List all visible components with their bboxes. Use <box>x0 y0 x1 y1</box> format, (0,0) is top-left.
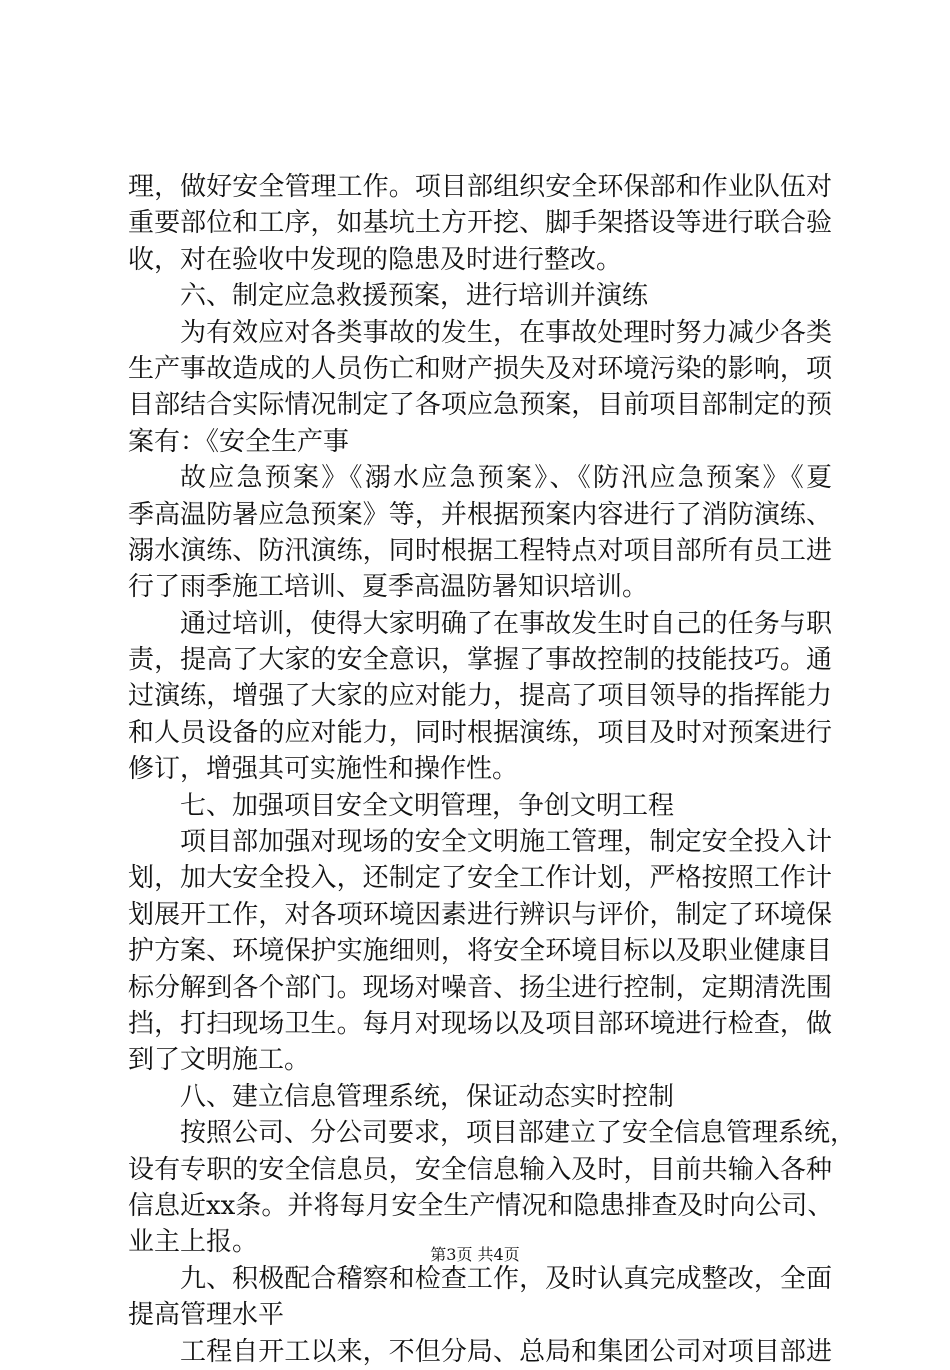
text-line: 挡，打扫现场卫生。每月对现场以及项目部环境进行检查，做 <box>128 1008 832 1039</box>
text-line: 划，加大安全投入，还制定了安全工作计划，严格按照工作计 <box>128 863 832 894</box>
text-line: 行了雨季施工培训、夏季高温防暑知识培训。 <box>128 572 649 603</box>
text-line: 溺水演练、防汛演练，同时根据工程特点对项目部所有员工进 <box>128 535 832 566</box>
section-heading: 九、积极配合稽察和检查工作，及时认真完成整改，全面 <box>180 1263 832 1294</box>
text-line: 项目部加强对现场的安全文明施工管理，制定安全投入计 <box>180 827 832 858</box>
text-line: 通过培训，使得大家明确了在事故发生时自己的任务与职 <box>180 608 832 639</box>
page-number-footer: 第3页 共4页 <box>430 1245 520 1264</box>
section-heading: 七、加强项目安全文明管理，争创文明工程 <box>180 790 675 821</box>
body-text <box>128 169 857 1370</box>
text-line: 故应急预案》《溺水应急预案》、《防汛应急预案》《夏 <box>180 463 832 494</box>
section-heading-continuation: 提高管理水平 <box>128 1300 285 1331</box>
text-line: 过演练，增强了大家的应对能力，提高了项目领导的指挥能力 <box>128 681 832 712</box>
text-line: 护方案、环境保护实施细则，将安全环境目标以及职业健康目 <box>128 936 832 967</box>
text-line: 标分解到各个部门。现场对噪音、扬尘进行控制，定期清洗围 <box>128 972 832 1003</box>
text-line: 业主上报。 <box>128 1227 259 1258</box>
text-line: 案有：《安全生产事 <box>128 426 350 457</box>
text-line: 修订，增强其可实施性和操作性。 <box>128 754 519 785</box>
text-line: 到了文明施工。 <box>128 1045 311 1076</box>
text-line: 划展开工作，对各项环境因素进行辨识与评价，制定了环境保 <box>128 899 832 930</box>
text-line: 和人员设备的应对能力，同时根据演练，项目及时对预案进行 <box>128 717 832 748</box>
text-line: 目部结合实际情况制定了各项应急预案，目前项目部制定的预 <box>128 390 832 421</box>
text-line: 季高温防暑应急预案》等，并根据预案内容进行了消防演练、 <box>128 499 832 530</box>
text-line: 为有效应对各类事故的发生，在事故处理时努力减少各类 <box>180 317 832 348</box>
text-line: 工程自开工以来，不但分局、总局和集团公司对项目部进 <box>180 1336 832 1367</box>
text-line: 责，提高了大家的安全意识，掌握了事故控制的技能技巧。通 <box>128 645 832 676</box>
text-line: 按照公司、分公司要求，项目部建立了安全信息管理系统， <box>180 1118 857 1149</box>
text-line: 设有专职的安全信息员，安全信息输入及时，目前共输入各种 <box>128 1154 832 1185</box>
text-line: 理，做好安全管理工作。项目部组织安全环保部和作业队伍对 <box>128 172 832 202</box>
text-line: 收，对在验收中发现的隐患及时进行整改。 <box>128 244 623 275</box>
section-heading: 六、制定应急救援预案，进行培训并演练 <box>180 281 649 312</box>
text-line: 生产事故造成的人员伤亡和财产损失及对环境污染的影响，项 <box>128 353 832 384</box>
section-heading: 八、建立信息管理系统，保证动态实时控制 <box>180 1081 675 1112</box>
text-line: 信息近xx条。并将每月安全生产情况和隐患排查及时向公司、 <box>128 1190 834 1221</box>
text-line: 重要部位和工序，如基坑土方开挖、脚手架搭设等进行联合验 <box>128 208 832 239</box>
